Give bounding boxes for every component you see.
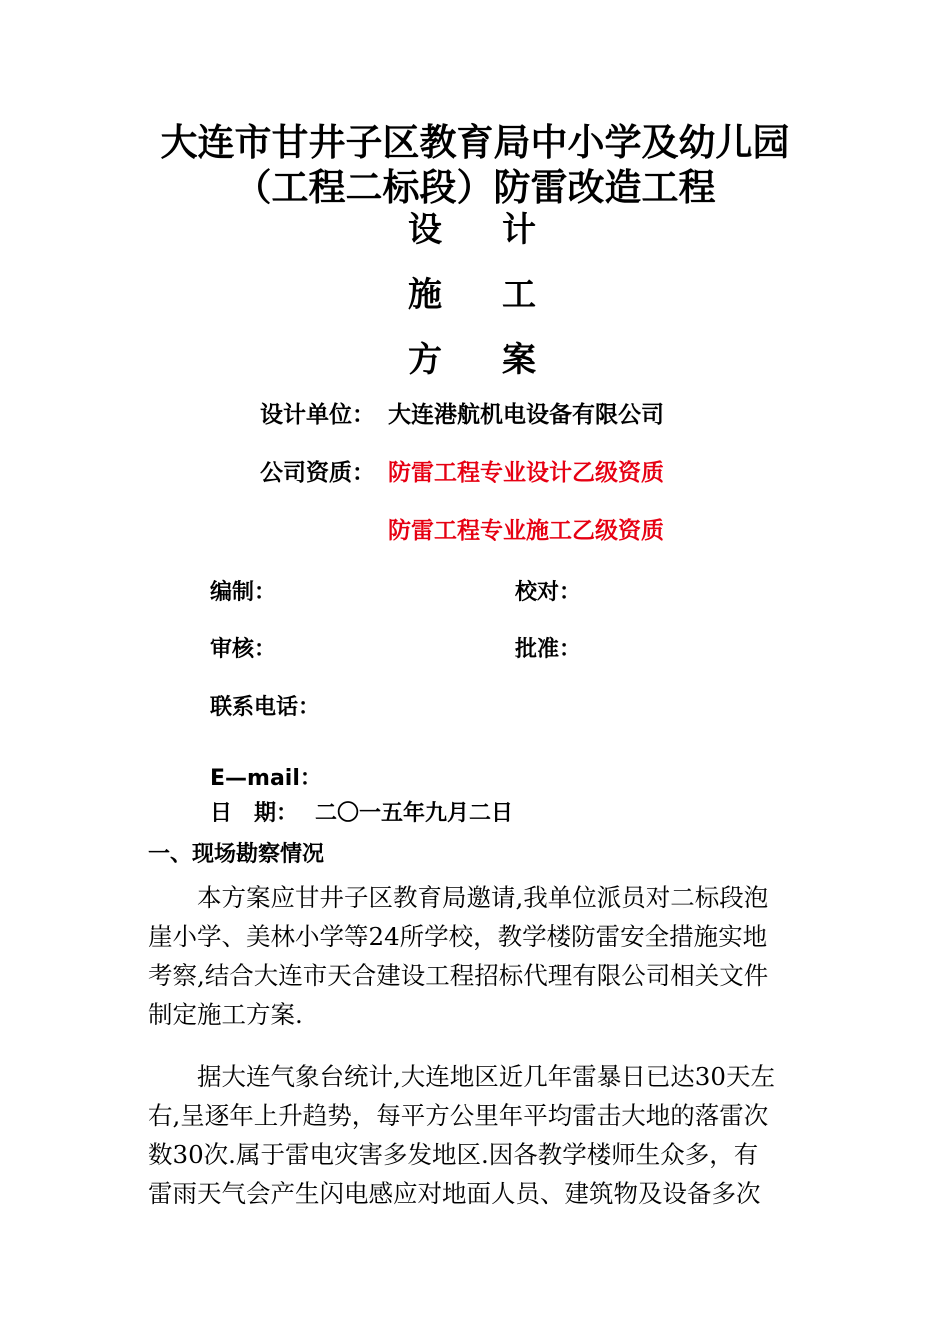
paragraph-1 bbox=[148, 878, 808, 1034]
qualification-label: 公司资质： bbox=[260, 459, 375, 486]
paragraph-1-line: 制定施工方案. bbox=[148, 1000, 303, 1029]
document-title-line1: 大连市甘井子区教育局中小学及幼儿园 bbox=[160, 120, 790, 164]
qualification-construction: 防雷工程专业施工乙级资质 bbox=[388, 517, 664, 544]
paragraph-2-line: 雷雨天气会产生闪电感应对地面人员、建筑物及设备多次 bbox=[148, 1179, 761, 1208]
email-label: E—mail： bbox=[210, 766, 322, 791]
heading-construction-char2: 工 bbox=[502, 275, 536, 315]
section-heading: 一、现场勘察情况 bbox=[148, 841, 325, 867]
approved-by-label: 批准： bbox=[515, 637, 582, 662]
date-value: 二〇一五年九月二日 bbox=[315, 800, 514, 826]
checked-by-label: 校对： bbox=[515, 580, 582, 605]
design-unit-value: 大连港航机电设备有限公司 bbox=[388, 401, 664, 428]
design-unit-label: 设计单位： bbox=[260, 401, 375, 428]
paragraph-1-line: 考察,结合大连市天合建设工程招标代理有限公司相关文件 bbox=[148, 961, 769, 990]
document-title-line2: （工程二标段）防雷改造工程 bbox=[234, 165, 716, 209]
heading-plan-char1: 方 bbox=[408, 340, 442, 380]
heading-construction-char1: 施 bbox=[408, 275, 442, 315]
phone-label: 联系电话： bbox=[210, 695, 321, 720]
paragraph-1-line: 本方案应甘井子区教育局邀请,我单位派员对二标段泡 bbox=[197, 883, 769, 912]
heading-design-char2: 计 bbox=[502, 210, 536, 250]
paragraph-2-line: 数30次.属于雷电灾害多发地区.因各教学楼师生众多，有 bbox=[148, 1140, 759, 1169]
date-label: 日 期： bbox=[210, 800, 299, 826]
reviewed-by-label: 审核： bbox=[210, 637, 277, 662]
heading-design-char1: 设 bbox=[408, 210, 442, 250]
compiled-by-label: 编制： bbox=[210, 580, 277, 605]
paragraph-2-line: 右,呈逐年上升趋势，每平方公里年平均雷击大地的落雷次 bbox=[148, 1101, 769, 1130]
heading-plan-char2: 案 bbox=[502, 340, 536, 380]
qualification-design: 防雷工程专业设计乙级资质 bbox=[388, 459, 664, 486]
paragraph-1-line: 崖小学、美林小学等24所学校，教学楼防雷安全措施实地 bbox=[148, 922, 768, 951]
paragraph-2 bbox=[148, 1057, 808, 1213]
paragraph-2-line: 据大连气象台统计,大连地区近几年雷暴日已达30天左 bbox=[197, 1062, 775, 1091]
